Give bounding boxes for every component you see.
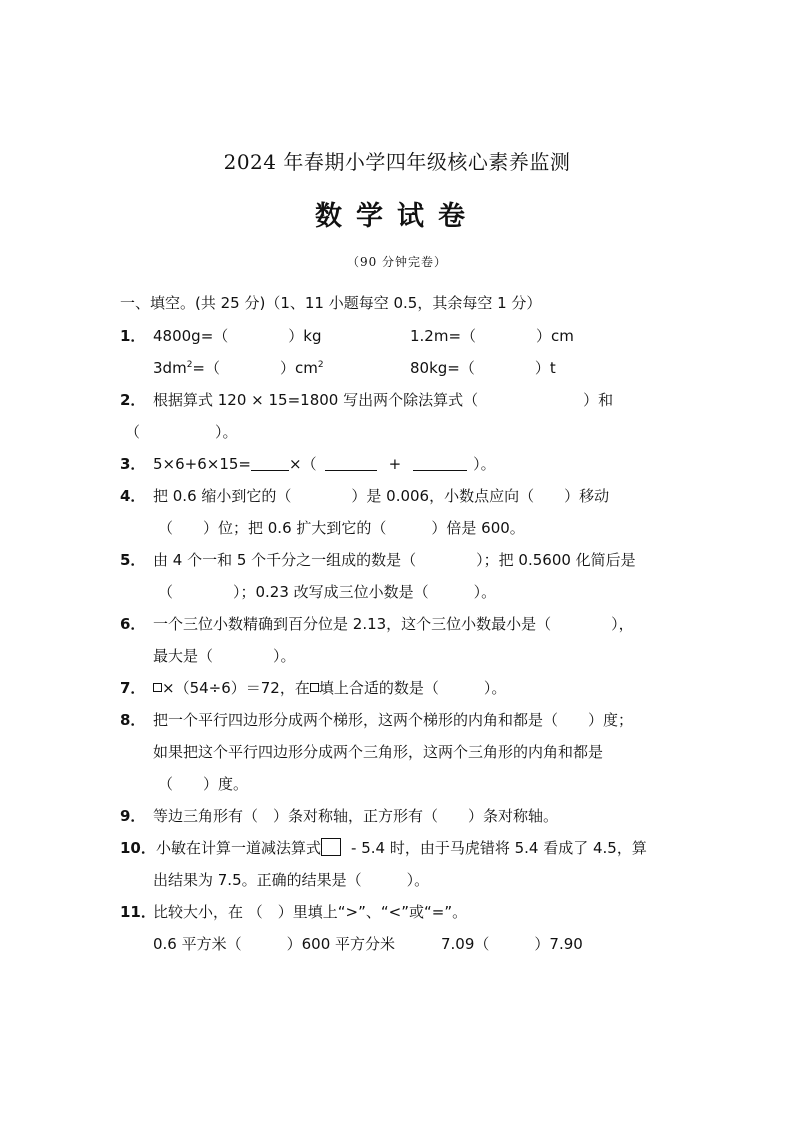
- q1-item-c-post: =（ ）cm: [192, 359, 318, 377]
- q5-line-2: （ ）；0.23 改写成三位小数是（ ）。: [158, 583, 497, 601]
- q1-item-b: 1.2m=（ ）cm: [410, 327, 574, 345]
- q8-line-2: 如果把这个平行四边形分成两个三角形，这两个三角形的内角和都是: [153, 743, 604, 761]
- time-note: （90 分钟完卷）: [346, 255, 448, 269]
- q11-line-1: 比较大小，在 （ ）里填上“>”、“<”或“=”。: [153, 903, 468, 921]
- q1-item-a: 4800g=（ ）kg: [153, 327, 322, 345]
- q2-line-2: （ ）。: [125, 423, 238, 441]
- q7-pre: ×（54÷6）＝72，在: [162, 679, 310, 697]
- q3-blank-1: [251, 456, 289, 471]
- q7-line: [153, 677, 506, 698]
- q1-item-c-pre: 3dm: [153, 359, 187, 377]
- placeholder-square-icon: [310, 683, 319, 692]
- q3-mid: ×（: [289, 455, 317, 473]
- q3-line: [153, 453, 496, 474]
- q3-pre: 5×6+6×15=: [153, 455, 251, 473]
- q5-line-1: 由 4 个一和 5 个千分之一组成的数是（ ）；把 0.5600 化简后是: [153, 551, 636, 569]
- q9-line-1: 等边三角形有（ ）条对称轴，正方形有（ ）条对称轴。: [153, 807, 559, 825]
- question-number: 2．: [120, 391, 146, 409]
- q2-line-1: 根据算式 120 × 15=1800 写出两个除法算式（ ）和: [153, 391, 614, 409]
- question-number: 10．: [120, 839, 156, 857]
- q8-line-1: 把一个平行四边形分成两个梯形，这两个梯形的内角和都是（ ）度；: [153, 711, 634, 729]
- q7-post: 填上合适的数是（ ）。: [318, 679, 507, 697]
- q4-line-1: 把 0.6 缩小到它的（ ）是 0.006，小数点应向（ ）移动: [153, 487, 610, 505]
- q1-item-c-sup: 2: [186, 360, 193, 370]
- q10-post: - 5.4 时，由于马虎错将 5.4 看成了 4.5，算: [351, 839, 647, 857]
- answer-box-icon: [321, 838, 341, 856]
- q3-end: ）。: [473, 455, 496, 473]
- section-heading: 一、填空。(共 25 分)（1、11 小题每空 0.5，其余每空 1 分）: [120, 294, 542, 312]
- exam-title: 2024 年春期小学四年级核心素养监测: [223, 150, 571, 174]
- placeholder-square-icon: [153, 683, 162, 692]
- question-number: 1．: [120, 327, 146, 345]
- question-number: 3．: [120, 455, 146, 473]
- question-number: 8．: [120, 711, 146, 729]
- q3-blank-2: [325, 456, 377, 471]
- question-number: 6．: [120, 615, 146, 633]
- q3-plus: +: [388, 455, 402, 473]
- question-number: 4．: [120, 487, 146, 505]
- q1-item-c-sup2: 2: [317, 360, 324, 370]
- q11-item-b: 7.09（ ）7.90: [441, 935, 583, 953]
- exam-subject-title: 数学试卷: [315, 201, 479, 232]
- q11-item-a: 0.6 平方米（ ）600 平方分米: [153, 935, 396, 953]
- q10-line-1: [156, 837, 647, 858]
- q6-line-1: 一个三位小数精确到百分位是 2.13，这个三位小数最小是（ ），: [153, 615, 634, 633]
- q10-line-2: 出结果为 7.5。正确的结果是（ ）。: [153, 871, 430, 889]
- q8-line-3: （ ）度。: [158, 775, 249, 793]
- question-number: 7．: [120, 679, 146, 697]
- question-number: 5．: [120, 551, 146, 569]
- q1-item-c: [153, 357, 324, 378]
- q3-blank-3: [413, 456, 467, 471]
- question-number: 11．: [120, 903, 156, 921]
- q6-line-2: 最大是（ ）。: [153, 647, 296, 665]
- q10-pre: 小敏在计算一道减法算式: [156, 839, 322, 857]
- q1-item-d: 80kg=（ ）t: [410, 359, 556, 377]
- question-number: 9．: [120, 807, 146, 825]
- q4-line-2: （ ）位；把 0.6 扩大到它的（ ）倍是 600。: [158, 519, 525, 537]
